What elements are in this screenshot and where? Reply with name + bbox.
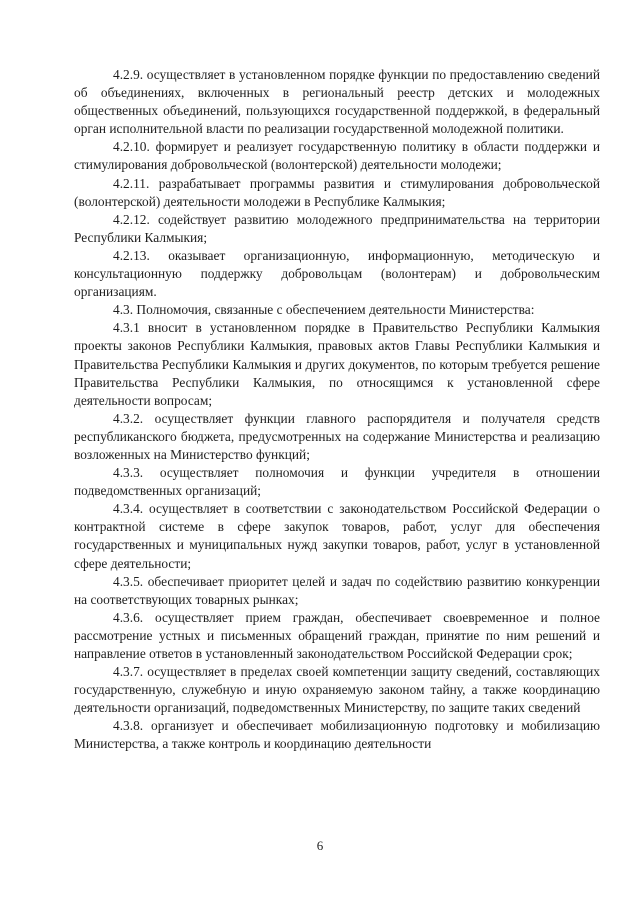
paragraph-4-3: 4.3. Полномочия, связанные с обеспечением деятельности Министерства: <box>113 302 535 318</box>
paragraph-4-3-6: 4.3.6. осуществляет прием граждан, обеспечивает своевременное и полное рассмотрение устных и письменных обращений граждан, принятие по ним решений и направление ответов в установленный законодательством Российской Федерации срок; <box>74 609 600 661</box>
paragraph-4-2-11: 4.2.11. разрабатывает программы развития и стимулирования добровольческой (волонтерской) деятельности молодежи в Республике Калмыкия; <box>74 175 600 209</box>
paragraph-4-3-2: 4.3.2. осуществляет функции главного распорядителя и получателя средств республиканского бюджета, предусмотренных на содержание Министерства и реализацию возложенных на Министерство функций; <box>74 410 600 462</box>
paragraph-4-3-3: 4.3.3. осуществляет полномочия и функции учредителя в отношении подведомственных организаций; <box>74 465 600 499</box>
document-body <box>74 66 600 754</box>
paragraph-4-3-7: 4.3.7. осуществляет в пределах своей компетенции защиту сведений, составляющих государственную, служебную и иную охраняемую законом тайну, а также координацию деятельности организаций, подведомственных Министерству, по защите таких сведений <box>74 664 600 716</box>
paragraph-4-3-1: 4.3.1 вносит в установленном порядке в Правительство Республики Калмыкия проекты законов Республики Калмыкия, правовых актов Главы Республики Калмыкия и Правительства Республики Калмыкия и других документов, по которым требуется решение Правительства Республики Калмыкия, по относящимся к установленной сфере деятельности вопросам; <box>74 320 600 408</box>
paragraph-4-2-10: 4.2.10. формирует и реализует государственную политику в области поддержки и стимулирования добровольческой (волонтерской) деятельности молодежи; <box>74 139 600 173</box>
paragraph-4-3-8: 4.3.8. организует и обеспечивает мобилизационную подготовку и мобилизацию Министерства, а также контроль и координацию деятельности <box>74 718 600 752</box>
page-number: 6 <box>316 838 324 853</box>
paragraph-4-2-12: 4.2.12. содействует развитию молодежного предпринимательства на территории Республики Калмыкия; <box>74 211 600 245</box>
paragraph-4-2-9: 4.2.9. осуществляет в установленном порядке функции по предоставлению сведений об объединениях, включенных в региональный реестр детских и молодежных общественных объединений, пользующихся государственной поддержкой, в федеральный орган исполнительной власти по реализации государственной молодежной политики. <box>74 67 600 137</box>
paragraph-4-3-5: 4.3.5. обеспечивает приоритет целей и задач по содействию развитию конкуренции на соответствующих товарных рынках; <box>74 573 600 607</box>
paragraph-4-3-4: 4.3.4. осуществляет в соответствии с законодательством Российской Федерации о контрактной системе в сфере закупок товаров, работ, услуг для обеспечения государственных и муниципальных нужд закупки товаров, работ, услуг в установленной сфере деятельности; <box>74 501 600 571</box>
paragraph-4-2-13: 4.2.13. оказывает организационную, информационную, методическую и консультационную поддержку добровольцам (волонтерам) и добровольческим организациям. <box>74 247 600 300</box>
